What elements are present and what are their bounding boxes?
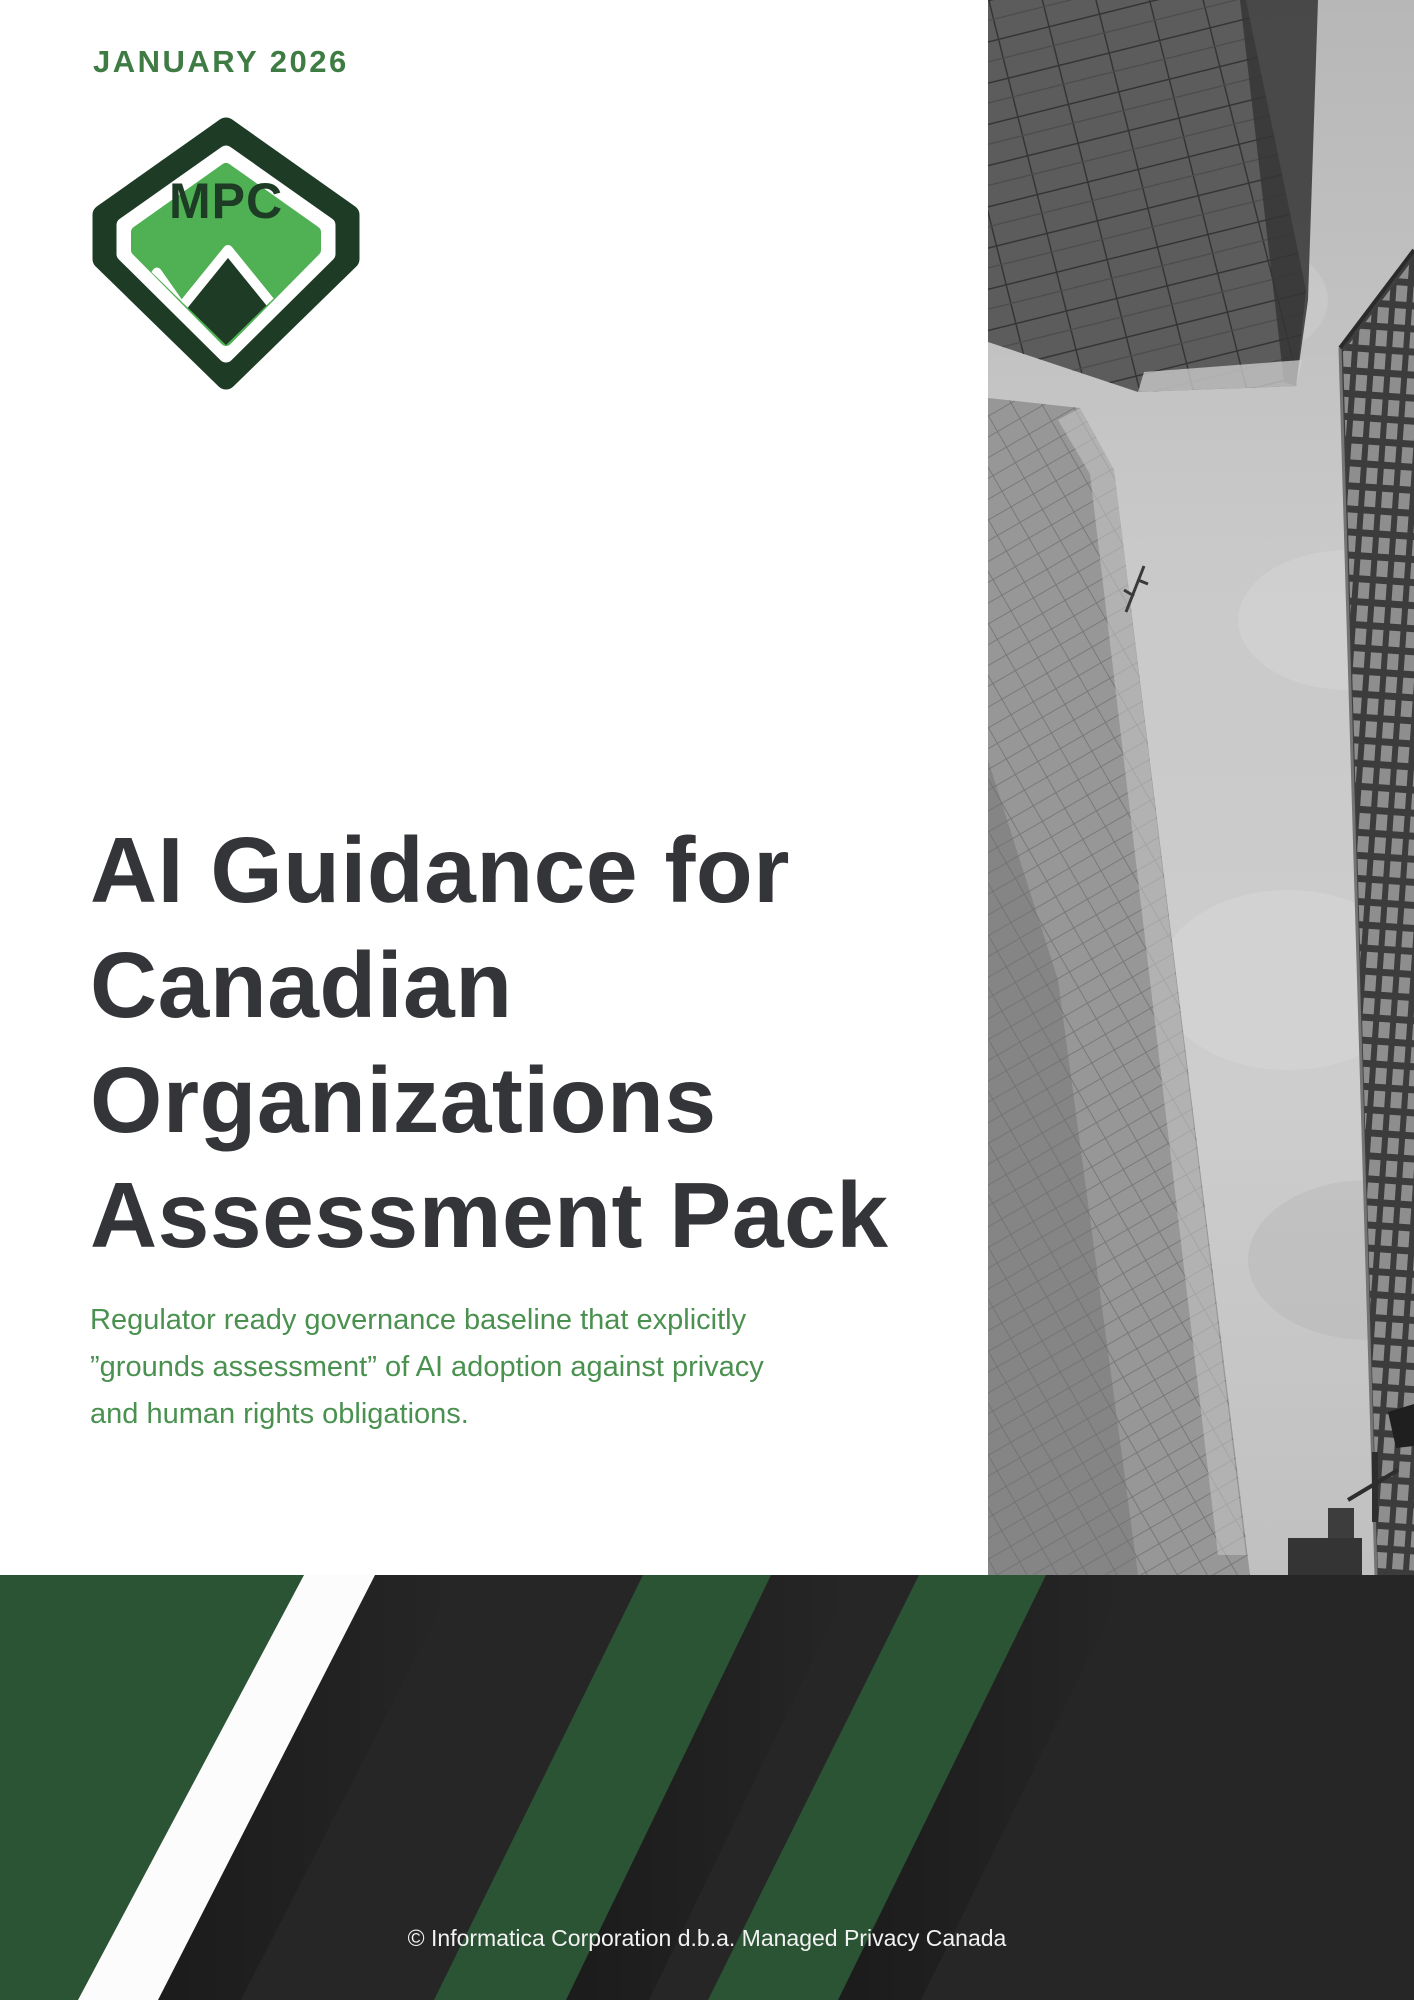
- subtitle-paragraph: [90, 1297, 850, 1438]
- title-line-3: Organizations: [90, 1048, 717, 1152]
- copyright-text: © Informatica Corporation d.b.a. Managed Privacy Canada: [407, 1925, 1007, 1951]
- top-building: [988, 0, 1318, 392]
- subtitle-line-1: Regulator ready governance baseline that explicitly: [90, 1304, 747, 1336]
- subtitle-line-3: and human rights obligations.: [90, 1398, 469, 1430]
- date-label: JANUARY 2026: [93, 44, 349, 79]
- logo-text: MPC: [168, 173, 284, 229]
- title-line-2: Canadian: [90, 933, 513, 1037]
- title-line-1: AI Guidance for: [90, 818, 790, 922]
- subtitle-line-2: ”grounds assessment” of AI adoption against privacy: [90, 1351, 764, 1383]
- page-title: [90, 813, 990, 1273]
- mpc-logo: [92, 117, 360, 390]
- skyscraper-photo: [988, 0, 1414, 1575]
- title-line-4: Assessment Pack: [90, 1163, 889, 1267]
